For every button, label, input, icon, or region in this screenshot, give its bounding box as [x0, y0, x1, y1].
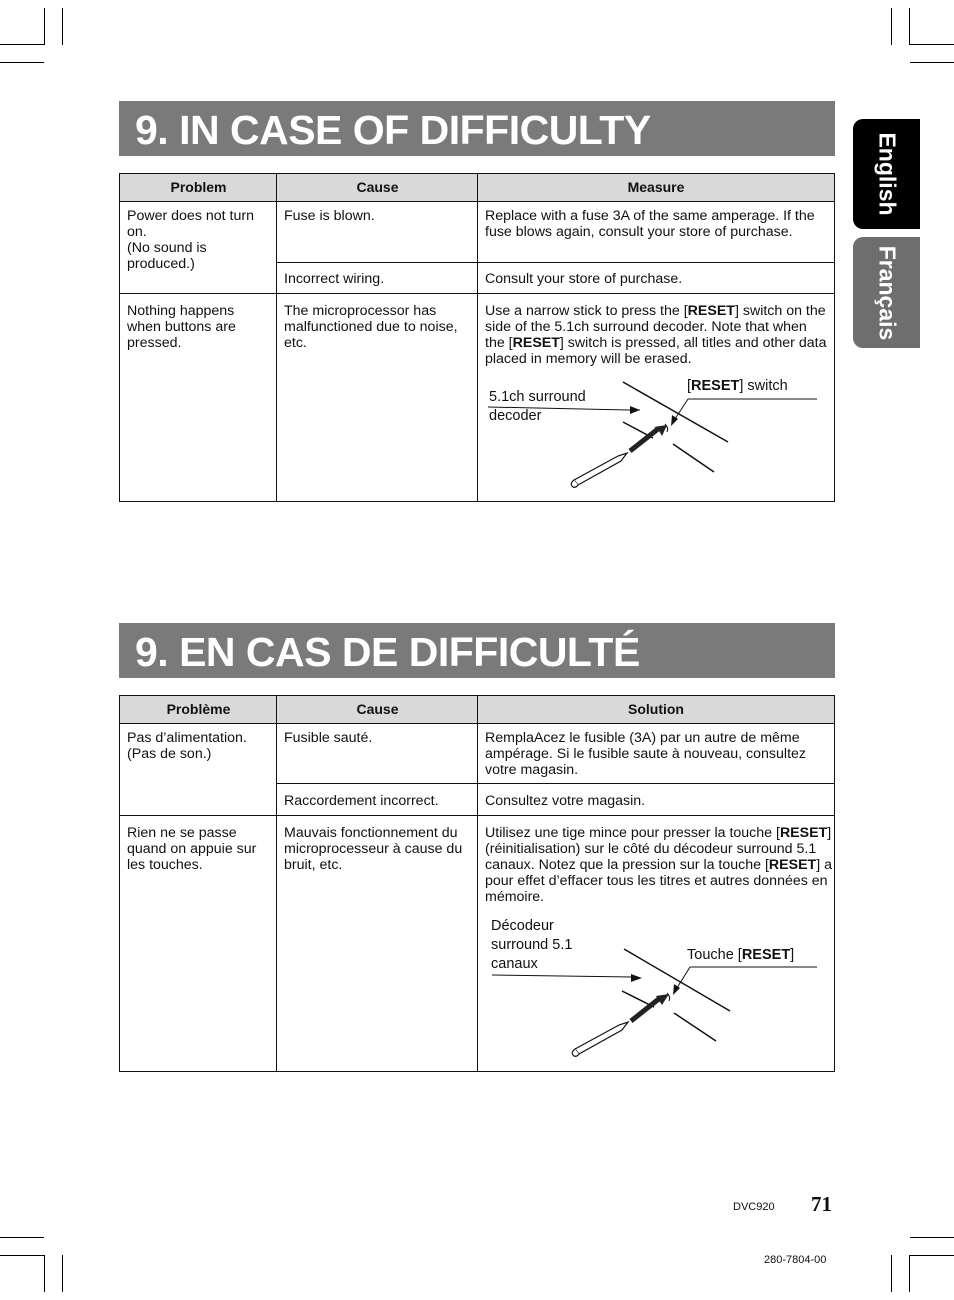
- english-troubleshooting-table: [119, 173, 835, 502]
- row1b-cause-fr: Raccordement incorrect.: [284, 793, 439, 809]
- row1-problem: Power does not turn on. (No sound is produced.): [127, 208, 254, 272]
- row2-measure: Use a narrow stick to press the [RESET] switch on the side of the 5.1ch surround decoder. Note that when the [RESET] switch is pressed, all titles and other data placed in memory will be erased.: [485, 303, 827, 367]
- row1b-measure: Consult your store of purchase.: [485, 271, 683, 287]
- french-troubleshooting-table: [119, 695, 835, 1072]
- tab-english: [853, 119, 920, 229]
- row2-problem: Nothing happens when buttons are pressed.: [127, 303, 236, 351]
- row2-solution: Utilisez une tige mince pour presser la touche [RESET] (réinitialisation) sur le côté du décodeur surround 5.1 canaux. Notez que la pression sur la touche [RESET] a pour effet d’effacer tous les titres et autres données en mémoire.: [485, 825, 833, 905]
- header-problem: Problem: [120, 174, 277, 201]
- figure-label-decoder: 5.1ch surround decoder: [489, 389, 586, 424]
- header-measure: Measure: [478, 174, 834, 201]
- figure-label-decodeur: Décodeur surround 5.1 canaux: [491, 918, 573, 972]
- figure-label-touche-reset: Touche [RESET]: [687, 947, 795, 963]
- reset-switch-diagram: [478, 374, 834, 499]
- figure-label-reset-switch: [RESET] switch: [687, 378, 788, 394]
- english-title-banner: [119, 101, 835, 156]
- english-title: 9. IN CASE OF DIFFICULTY: [135, 107, 651, 153]
- row1a-cause: Fuse is blown.: [284, 208, 375, 224]
- header-solution: Solution: [478, 696, 834, 723]
- tab-french-label: Français: [874, 245, 900, 340]
- tab-english-label: English: [874, 132, 900, 216]
- row1-probleme: Pas d’alimentation. (Pas de son.): [127, 730, 247, 762]
- tab-french: [853, 237, 920, 348]
- page-number: 71: [811, 1192, 832, 1216]
- header-probleme: Problème: [120, 696, 277, 723]
- row1a-solution: RemplaAcez le fusible (3A) par un autre de même ampérage. Si le fusible saute à nouveau, consultez votre magasin.: [485, 730, 806, 778]
- touche-reset-diagram: [478, 941, 834, 1069]
- row1b-cause: Incorrect wiring.: [284, 271, 385, 287]
- model-number: DVC920: [733, 1201, 775, 1213]
- row2-cause: The microprocessor has malfunctioned due to noise, etc.: [284, 303, 458, 351]
- document-code: 280-7804-00: [764, 1254, 827, 1266]
- row1b-solution: Consultez votre magasin.: [485, 793, 646, 809]
- header-cause-fr: Cause: [277, 696, 478, 723]
- row2-cause-fr: Mauvais fonctionnement du microprocesseur à cause du bruit, etc.: [284, 825, 463, 873]
- header-cause: Cause: [277, 174, 478, 201]
- french-title-banner: [119, 623, 835, 678]
- row1a-cause-fr: Fusible sauté.: [284, 730, 373, 746]
- french-title: 9. EN CAS DE DIFFICULTÉ: [135, 629, 640, 675]
- row1a-measure: Replace with a fuse 3A of the same amperage. If the fuse blows again, consult your store of purchase.: [485, 208, 815, 240]
- row2-probleme: Rien ne se passe quand on appuie sur les touches.: [127, 825, 257, 873]
